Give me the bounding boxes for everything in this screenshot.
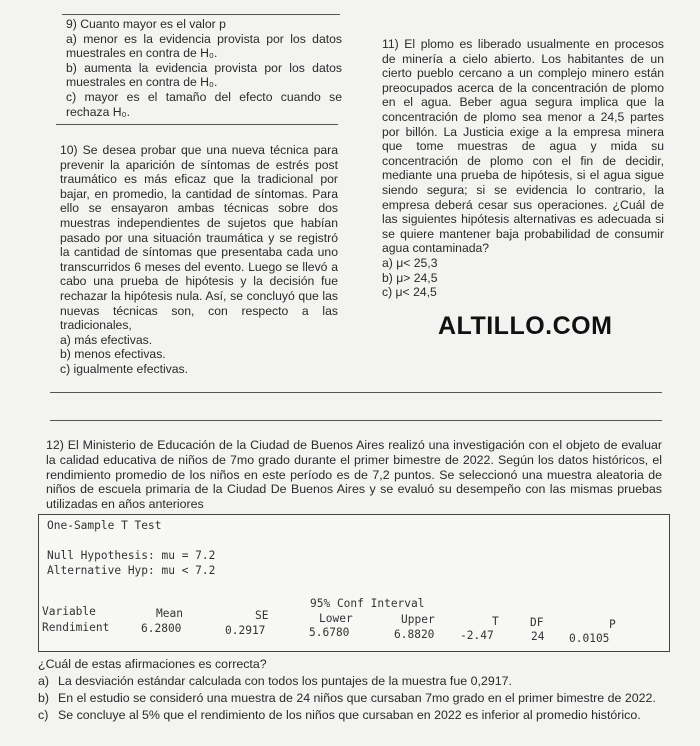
q11-option-b: b) μ> 24,5 bbox=[382, 270, 438, 285]
q9-option-b: b) aumenta la evidencia provista por los datos muestrales en contra de H₀. bbox=[66, 60, 342, 90]
q9-stem: 9) Cuanto mayor es el valor p bbox=[66, 17, 226, 31]
null-hypothesis: Null Hypothesis: mu = 7.2 bbox=[47, 549, 216, 562]
q11-option-a: a) μ< 25,3 bbox=[382, 255, 438, 270]
q12-question: ¿Cuál de estas afirmaciones es correcta? bbox=[38, 657, 267, 671]
output-title: One-Sample T Test bbox=[47, 519, 162, 532]
q10-option-a: a) más efectivas. bbox=[60, 332, 153, 347]
watermark-logo: ALTILLO.COM bbox=[438, 312, 613, 340]
q12-stem: 12) El Ministerio de Educación de la Ciudad de Buenos Aires realizó una investigación con el objeto de evaluar la calidad educativa de niños de 7mo grado durante el primer bimestre de 2022. Según los datos históricos, el rendimiento promedio de los niños en este período es de 7,2 puntos. Se seleccionó una muestra aleatoria de niños de escuela primaria de la Ciudad De Buenos Aires y se evaluó su desempeño con las mismas pruebas utilizadas en años anteriores bbox=[46, 438, 662, 512]
header-se: SE bbox=[255, 609, 269, 622]
header-t: T bbox=[492, 615, 499, 628]
header-upper: Upper bbox=[401, 613, 435, 626]
row-df: 24 bbox=[531, 630, 545, 643]
row-variable: Rendimient bbox=[42, 621, 110, 634]
header-variable: Variable bbox=[42, 605, 96, 618]
question-11 bbox=[382, 37, 664, 300]
header-mean: Mean bbox=[156, 607, 183, 620]
q12-option-a: a) La desviación estándar calculada con todos los puntajes de la muestra fue 0,2917. bbox=[38, 674, 512, 688]
header-p: P bbox=[609, 618, 616, 631]
q9-option-c: c) mayor es el tamaño del efecto cuando se rechaza H₀. bbox=[66, 89, 342, 119]
row-t: -2.47 bbox=[460, 629, 494, 642]
q11-option-c: c) μ< 24,5 bbox=[382, 285, 437, 300]
question-9 bbox=[66, 17, 342, 119]
row-upper: 6.8820 bbox=[394, 628, 435, 641]
row-mean: 6.2800 bbox=[141, 622, 182, 635]
header-df: DF bbox=[530, 616, 544, 629]
row-lower: 5.6780 bbox=[309, 626, 350, 639]
q11-stem: 11) El plomo es liberado usualmente en procesos de minería a cielo abierto. Los habitantes de un cierto pueblo cercano a un complejo minero están preocupados acerca de la concentración de plomo en el agua. Beber agua segura implica que la concentración de plomo sea menor a 24,5 partes por billón. La Justicia exige a la empresa minera que tome muestras de agua y mida su concentración de plomo con el fin de decidir, mediante una prueba de hipótesis, si el agua sigue siendo segura; si se evidencia lo contrario, la empresa deberá cesar sus operaciones. ¿Cuál de las siguientes hipótesis alternativas es adecuada si se quiere mantener baja probabilidad de consumir agua contaminada? bbox=[382, 37, 664, 256]
question-10 bbox=[60, 143, 338, 377]
alternative-hypothesis: Alternative Hyp: mu < 7.2 bbox=[47, 564, 216, 577]
t-test-output bbox=[38, 514, 670, 652]
separator-rule-1 bbox=[50, 392, 662, 393]
q12-option-b: b) En el estudio se consideró una muestra de 24 niños que cursaban 7mo grado en el primer bimestre de 2022. bbox=[38, 691, 656, 705]
row-se: 0.2917 bbox=[225, 624, 266, 637]
separator-rule-2 bbox=[50, 420, 662, 421]
top-rule-left bbox=[62, 14, 340, 15]
q10-option-c: c) igualmente efectivas. bbox=[60, 361, 189, 376]
q12-question-block bbox=[38, 656, 668, 724]
row-p: 0.0105 bbox=[569, 632, 610, 645]
q9-option-a: a) menor es la evidencia provista por los datos muestrales en contra de H₀. bbox=[66, 31, 342, 61]
q10-option-b: b) menos efectivas. bbox=[60, 347, 166, 362]
header-lower: Lower bbox=[319, 612, 353, 625]
q12-option-c: c) Se concluye al 5% que el rendimiento de los niños que cursaban en 2022 es inferior al promedio histórico. bbox=[38, 708, 641, 722]
q10-stem: 10) Se desea probar que una nueva técnica para prevenir la aparición de síntomas de estrés post traumático es más eficaz que la tradicional por bajar, en promedio, la cantidad de síntomas. Para ello se ensayaron ambas técnicas sobre dos muestras independientes de sujetos que habían pasado por una situación traumática y se registró la cantidad de síntomas que presentaba cada uno transcurridos 6 meses del evento. Luego se llevó a cabo una prueba de hipótesis y la decisión fue rechazar la hipótesis nula. Así, se concluyó que las nuevas técnicas son, con respecto a las tradicionales, bbox=[60, 143, 338, 333]
ci-header: 95% Conf Interval bbox=[310, 597, 425, 610]
q9-bottom-rule bbox=[56, 124, 338, 125]
